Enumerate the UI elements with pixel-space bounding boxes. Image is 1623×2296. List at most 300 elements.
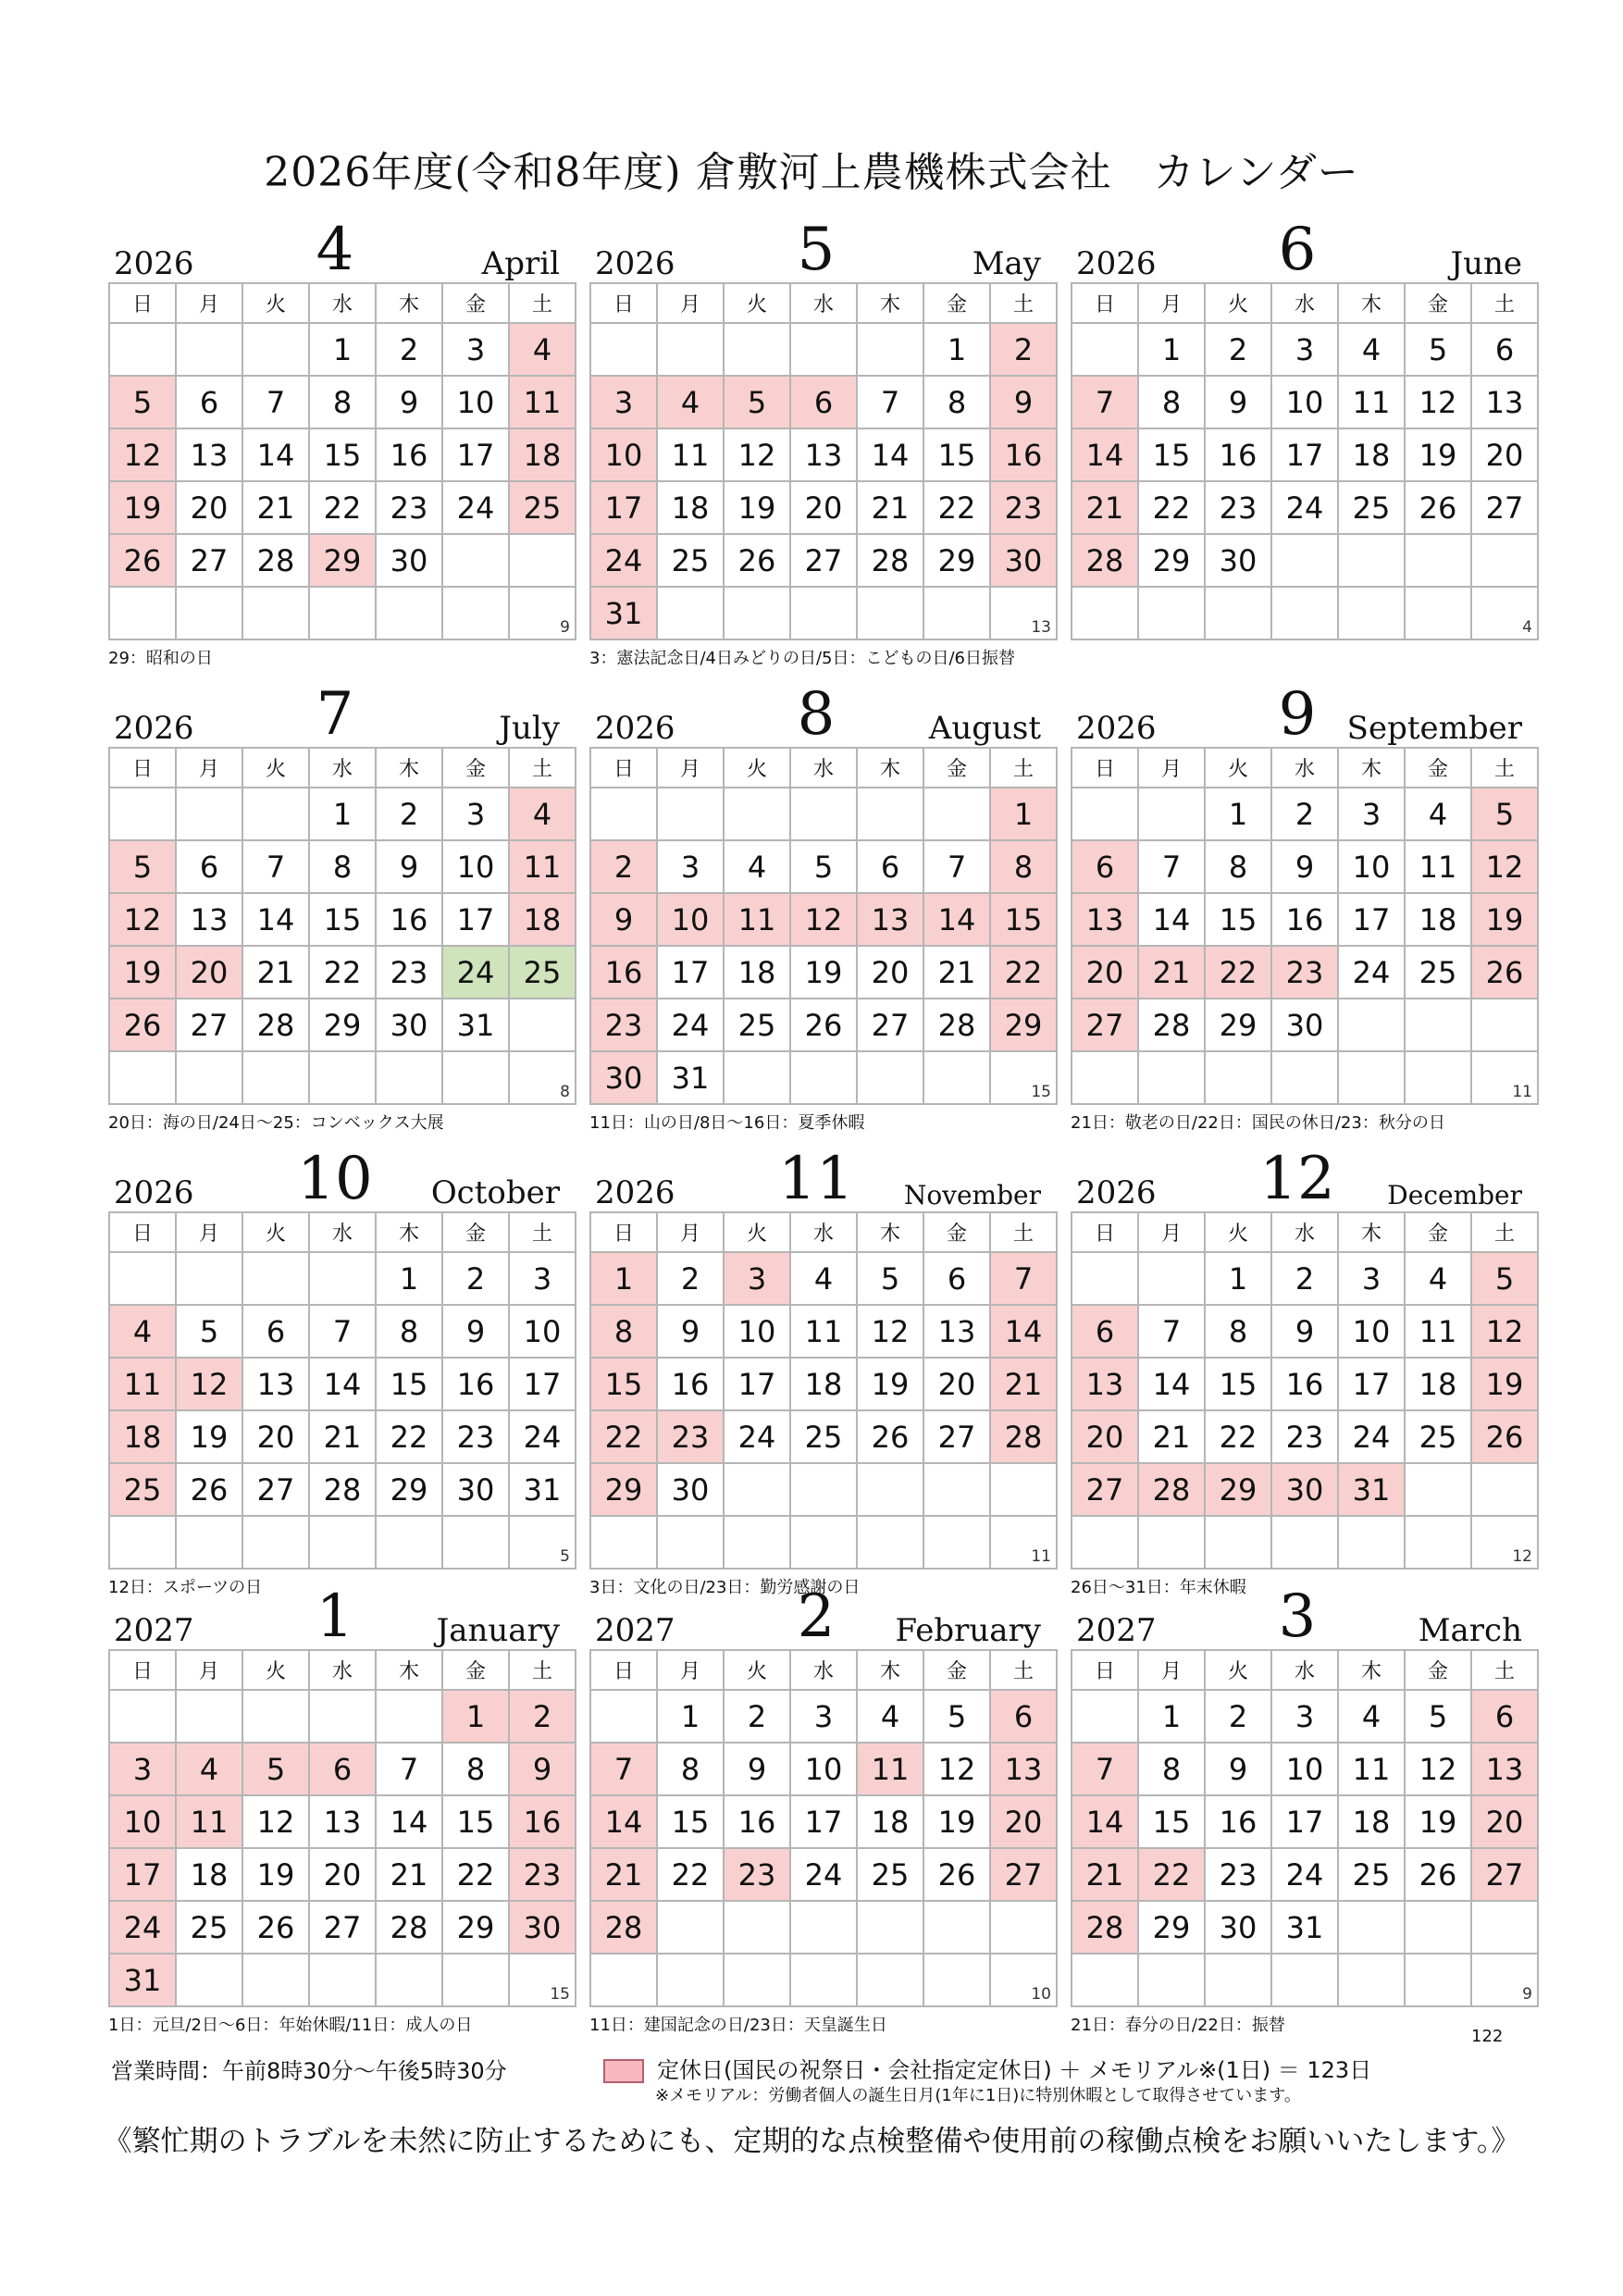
day-cell <box>724 587 790 639</box>
week-row <box>1072 1795 1538 1848</box>
day-cell: 8 <box>657 1743 724 1795</box>
day-cell: 23 <box>1205 1848 1271 1901</box>
month-number: 1 <box>316 1582 354 1651</box>
day-cell: 22 <box>923 481 990 534</box>
day-cell: 21 <box>242 946 309 999</box>
day-cell: 4 <box>1338 1690 1405 1743</box>
day-cell: 29 <box>376 1463 442 1516</box>
day-cell <box>1338 1901 1405 1954</box>
day-cell: 2 <box>1271 1252 1338 1305</box>
day-cell: 30 <box>1271 999 1338 1051</box>
day-cell: 12 <box>1405 376 1471 428</box>
week-row <box>1072 1743 1538 1795</box>
day-cell: 4 <box>109 1305 176 1358</box>
month-year: 2026 <box>114 1174 194 1211</box>
day-cell <box>857 1051 923 1104</box>
day-cell: 16 <box>657 1358 724 1410</box>
day-cell <box>990 1954 1057 2006</box>
week-row <box>109 893 576 946</box>
day-cell: 24 <box>790 1848 857 1901</box>
week-row <box>590 376 1057 428</box>
day-cell <box>1338 999 1405 1051</box>
month-number: 5 <box>797 216 836 284</box>
day-cell: 9 <box>1205 1743 1271 1795</box>
week-row <box>590 840 1057 893</box>
day-cell: 7 <box>376 1743 442 1795</box>
day-cell <box>376 1516 442 1569</box>
day-cell: 12 <box>242 1795 309 1848</box>
weekday-header: 木 <box>1338 748 1405 788</box>
day-cell: 1 <box>1138 323 1205 376</box>
day-cell <box>1405 999 1471 1051</box>
weekday-header: 金 <box>442 748 509 788</box>
day-cell: 3 <box>1338 1252 1405 1305</box>
day-cell: 11 <box>109 1358 176 1410</box>
day-cell: 7 <box>990 1252 1057 1305</box>
day-cell: 6 <box>1471 323 1538 376</box>
legend-swatch <box>603 2059 644 2083</box>
day-cell: 8 <box>1205 1305 1271 1358</box>
day-cell: 30 <box>1205 534 1271 587</box>
weekday-header: 日 <box>590 748 657 788</box>
day-cell <box>1072 1690 1138 1743</box>
day-cell: 7 <box>1138 840 1205 893</box>
weekday-header: 日 <box>1072 1650 1138 1690</box>
day-cell <box>590 1690 657 1743</box>
day-cell: 20 <box>1072 946 1138 999</box>
day-cell: 28 <box>309 1463 376 1516</box>
day-cell <box>176 1690 242 1743</box>
day-cell: 26 <box>1405 481 1471 534</box>
day-cell: 6 <box>176 376 242 428</box>
weekday-header: 土 <box>990 1650 1057 1690</box>
weekday-header: 月 <box>657 1212 724 1252</box>
weekday-header: 土 <box>1471 1650 1538 1690</box>
weekday-header: 金 <box>1405 748 1471 788</box>
weekday-header: 火 <box>1205 1650 1271 1690</box>
month-header <box>1071 680 1524 749</box>
day-cell <box>109 1690 176 1743</box>
weekday-header: 火 <box>242 283 309 323</box>
week-row <box>590 1410 1057 1463</box>
month-header <box>589 1145 1043 1213</box>
day-cell <box>857 788 923 840</box>
holiday-count: 15 <box>550 1985 570 2004</box>
day-cell: 12 <box>176 1358 242 1410</box>
day-cell <box>1271 1954 1338 2006</box>
day-cell: 31 <box>109 1954 176 2006</box>
day-cell: 6 <box>857 840 923 893</box>
month-name-en: September <box>1346 710 1522 747</box>
day-cell: 19 <box>1405 1795 1471 1848</box>
day-cell <box>309 587 376 639</box>
weekday-header: 金 <box>1405 1650 1471 1690</box>
day-cell: 19 <box>109 946 176 999</box>
weekday-header: 土 <box>509 283 576 323</box>
day-cell <box>923 1051 990 1104</box>
day-cell: 3 <box>442 788 509 840</box>
month-table <box>589 1649 1058 2007</box>
day-cell: 18 <box>1338 428 1405 481</box>
day-cell: 2 <box>509 1690 576 1743</box>
day-cell: 7 <box>242 840 309 893</box>
weekday-header: 火 <box>242 1650 309 1690</box>
day-cell <box>657 1516 724 1569</box>
day-cell: 13 <box>176 893 242 946</box>
day-cell <box>176 587 242 639</box>
weekday-header: 土 <box>1471 283 1538 323</box>
day-cell: 23 <box>724 1848 790 1901</box>
day-cell <box>242 587 309 639</box>
day-cell: 8 <box>1138 376 1205 428</box>
day-cell: 12 <box>923 1743 990 1795</box>
day-cell: 22 <box>1138 1848 1205 1901</box>
week-row <box>590 323 1057 376</box>
weekday-header: 火 <box>1205 1212 1271 1252</box>
day-cell: 27 <box>1072 1463 1138 1516</box>
holiday-count: 11 <box>1512 1083 1532 1101</box>
day-cell: 10 <box>1271 376 1338 428</box>
day-cell: 14 <box>309 1358 376 1410</box>
day-cell: 27 <box>1471 481 1538 534</box>
day-cell: 21 <box>1138 946 1205 999</box>
week-row <box>109 323 576 376</box>
day-cell <box>1072 1954 1138 2006</box>
day-cell <box>176 1051 242 1104</box>
day-cell: 26 <box>109 999 176 1051</box>
day-cell: 29 <box>990 999 1057 1051</box>
month-name-en: October <box>430 1174 560 1211</box>
holiday-count: 15 <box>1031 1083 1051 1101</box>
week-row <box>1072 1358 1538 1410</box>
day-cell: 2 <box>657 1252 724 1305</box>
day-cell: 17 <box>1338 1358 1405 1410</box>
weekday-header: 水 <box>309 1212 376 1252</box>
day-cell: 29 <box>1205 1463 1271 1516</box>
day-cell <box>242 1252 309 1305</box>
week-row <box>590 428 1057 481</box>
day-cell: 1 <box>990 788 1057 840</box>
day-cell: 11 <box>724 893 790 946</box>
day-cell: 29 <box>309 534 376 587</box>
week-row <box>1072 788 1538 840</box>
day-cell: 23 <box>1271 946 1338 999</box>
day-cell: 9 <box>990 376 1057 428</box>
day-cell <box>509 1051 576 1104</box>
day-cell: 16 <box>1271 1358 1338 1410</box>
day-cell: 3 <box>657 840 724 893</box>
day-cell <box>509 534 576 587</box>
day-cell: 21 <box>1138 1410 1205 1463</box>
day-cell: 25 <box>1405 946 1471 999</box>
day-cell: 8 <box>590 1305 657 1358</box>
day-cell: 24 <box>1338 1410 1405 1463</box>
day-cell: 12 <box>109 428 176 481</box>
day-cell: 15 <box>1138 428 1205 481</box>
day-cell: 5 <box>1471 788 1538 840</box>
day-cell <box>242 788 309 840</box>
day-cell: 20 <box>1471 1795 1538 1848</box>
day-cell: 8 <box>1205 840 1271 893</box>
day-cell: 5 <box>109 840 176 893</box>
day-cell: 27 <box>242 1463 309 1516</box>
day-cell: 12 <box>109 893 176 946</box>
weekday-header: 日 <box>109 1212 176 1252</box>
day-cell: 17 <box>1271 1795 1338 1848</box>
day-cell <box>1072 1252 1138 1305</box>
day-cell: 15 <box>990 893 1057 946</box>
weekday-header: 木 <box>857 283 923 323</box>
day-cell: 5 <box>242 1743 309 1795</box>
day-cell: 20 <box>790 481 857 534</box>
week-row <box>1072 946 1538 999</box>
day-cell: 10 <box>1271 1743 1338 1795</box>
holiday-count: 5 <box>560 1547 570 1566</box>
day-cell: 30 <box>1205 1901 1271 1954</box>
day-cell: 22 <box>309 946 376 999</box>
week-row <box>1072 534 1538 587</box>
day-cell <box>376 587 442 639</box>
day-cell: 26 <box>923 1848 990 1901</box>
day-cell <box>1072 587 1138 639</box>
month-name-en: December <box>1387 1180 1522 1210</box>
weekday-header: 月 <box>657 748 724 788</box>
day-cell: 8 <box>376 1305 442 1358</box>
day-cell: 14 <box>990 1305 1057 1358</box>
weekday-header: 月 <box>176 1650 242 1690</box>
day-cell: 20 <box>309 1848 376 1901</box>
day-cell: 2 <box>376 323 442 376</box>
day-cell: 5 <box>1405 1690 1471 1743</box>
day-cell <box>923 1901 990 1954</box>
day-cell: 13 <box>923 1305 990 1358</box>
weekday-header: 火 <box>724 283 790 323</box>
day-cell: 7 <box>309 1305 376 1358</box>
day-cell: 13 <box>309 1795 376 1848</box>
month-year: 2027 <box>595 1612 675 1649</box>
day-cell: 3 <box>1271 323 1338 376</box>
month-name-en: May <box>972 245 1041 282</box>
day-cell: 15 <box>309 893 376 946</box>
weekday-header: 木 <box>376 748 442 788</box>
week-row <box>590 1743 1057 1795</box>
day-cell: 12 <box>724 428 790 481</box>
day-cell: 16 <box>376 893 442 946</box>
month-table <box>108 1211 576 1570</box>
day-cell <box>109 323 176 376</box>
day-cell <box>1471 1516 1538 1569</box>
holiday-note: 21日：敬老の日/22日：国民の休日/23：秋分の日 <box>1071 1113 1445 1133</box>
week-row <box>1072 893 1538 946</box>
day-cell: 15 <box>1205 893 1271 946</box>
day-cell <box>1471 1954 1538 2006</box>
day-cell: 3 <box>1271 1690 1338 1743</box>
day-cell <box>1338 1516 1405 1569</box>
day-cell: 25 <box>176 1901 242 1954</box>
day-cell <box>242 323 309 376</box>
day-cell <box>1072 1516 1138 1569</box>
month-header <box>589 680 1043 749</box>
month-name-en: November <box>903 1180 1041 1210</box>
day-cell: 22 <box>376 1410 442 1463</box>
day-cell <box>309 1252 376 1305</box>
total-count: 122 <box>1471 2027 1504 2046</box>
day-cell: 4 <box>857 1690 923 1743</box>
day-cell: 14 <box>923 893 990 946</box>
day-cell: 10 <box>442 840 509 893</box>
day-cell: 23 <box>657 1410 724 1463</box>
day-cell: 19 <box>1405 428 1471 481</box>
day-cell: 5 <box>109 376 176 428</box>
day-cell: 22 <box>1138 481 1205 534</box>
day-cell: 24 <box>442 481 509 534</box>
week-row <box>109 1901 576 1954</box>
day-cell: 13 <box>176 428 242 481</box>
week-row <box>590 788 1057 840</box>
weekday-header: 水 <box>1271 748 1338 788</box>
day-cell: 18 <box>857 1795 923 1848</box>
week-row <box>109 1252 576 1305</box>
month-table <box>1071 1211 1539 1570</box>
month-name-en: June <box>1450 245 1522 282</box>
holiday-note: 1日：元旦/2日～6日：年始休暇/11日：成人の日 <box>108 2016 473 2035</box>
day-cell <box>990 1463 1057 1516</box>
day-cell <box>1138 587 1205 639</box>
week-row <box>590 1954 1057 2006</box>
weekday-header: 土 <box>1471 1212 1538 1252</box>
day-cell: 2 <box>724 1690 790 1743</box>
day-cell: 10 <box>790 1743 857 1795</box>
day-cell <box>657 323 724 376</box>
day-cell: 24 <box>1271 481 1338 534</box>
day-cell <box>242 1954 309 2006</box>
holiday-note: 12日：スポーツの日 <box>108 1578 263 1597</box>
day-cell: 27 <box>176 999 242 1051</box>
day-cell <box>109 788 176 840</box>
day-cell: 13 <box>857 893 923 946</box>
week-row <box>590 946 1057 999</box>
weekday-header: 日 <box>109 283 176 323</box>
day-cell: 18 <box>1405 893 1471 946</box>
day-cell: 6 <box>1471 1690 1538 1743</box>
day-cell <box>1072 1051 1138 1104</box>
month-number: 7 <box>316 680 354 749</box>
day-cell: 4 <box>724 840 790 893</box>
day-cell <box>509 587 576 639</box>
weekday-header: 火 <box>724 1650 790 1690</box>
day-cell: 11 <box>1405 1305 1471 1358</box>
day-cell <box>657 1901 724 1954</box>
day-cell: 28 <box>590 1901 657 1954</box>
holiday-count: 9 <box>1522 1985 1532 2004</box>
month-table <box>589 282 1058 640</box>
day-cell: 16 <box>376 428 442 481</box>
day-cell: 6 <box>309 1743 376 1795</box>
day-cell <box>1405 1901 1471 1954</box>
day-cell: 1 <box>376 1252 442 1305</box>
day-cell: 12 <box>1471 1305 1538 1358</box>
day-cell: 13 <box>242 1358 309 1410</box>
weekday-header: 金 <box>442 1650 509 1690</box>
day-cell: 21 <box>376 1848 442 1901</box>
day-cell: 11 <box>1338 1743 1405 1795</box>
day-cell <box>790 323 857 376</box>
day-cell: 7 <box>242 376 309 428</box>
day-cell: 21 <box>857 481 923 534</box>
day-cell: 18 <box>176 1848 242 1901</box>
month-year: 2027 <box>114 1612 194 1649</box>
week-row <box>109 587 576 639</box>
day-cell <box>790 1516 857 1569</box>
holiday-count: 8 <box>560 1083 570 1101</box>
day-cell: 4 <box>790 1252 857 1305</box>
week-row <box>590 534 1057 587</box>
weekday-header: 土 <box>990 748 1057 788</box>
day-cell: 8 <box>990 840 1057 893</box>
day-cell <box>923 788 990 840</box>
weekday-header: 水 <box>790 1650 857 1690</box>
day-cell <box>724 1954 790 2006</box>
month-number: 6 <box>1278 216 1317 284</box>
day-cell: 17 <box>109 1848 176 1901</box>
weekday-header: 水 <box>1271 1212 1338 1252</box>
week-row <box>590 1690 1057 1743</box>
day-cell: 30 <box>376 999 442 1051</box>
weekday-header: 金 <box>923 748 990 788</box>
day-cell <box>990 587 1057 639</box>
weekday-header: 木 <box>376 1650 442 1690</box>
day-cell: 25 <box>657 534 724 587</box>
day-cell: 9 <box>376 840 442 893</box>
day-cell: 20 <box>176 481 242 534</box>
day-cell: 17 <box>442 428 509 481</box>
day-cell <box>509 999 576 1051</box>
month-name-en: April <box>481 245 560 282</box>
day-cell: 3 <box>442 323 509 376</box>
month-7 <box>108 1145 570 1598</box>
day-cell: 21 <box>242 481 309 534</box>
day-cell: 27 <box>923 1410 990 1463</box>
day-cell: 18 <box>1338 1795 1405 1848</box>
day-cell: 14 <box>1138 1358 1205 1410</box>
day-cell: 23 <box>376 481 442 534</box>
day-cell: 13 <box>1471 1743 1538 1795</box>
day-cell: 13 <box>1471 376 1538 428</box>
day-cell <box>242 1690 309 1743</box>
weekday-header: 火 <box>724 1212 790 1252</box>
day-cell: 21 <box>309 1410 376 1463</box>
weekday-header: 木 <box>376 1212 442 1252</box>
day-cell: 26 <box>790 999 857 1051</box>
day-cell: 22 <box>1205 946 1271 999</box>
day-cell: 17 <box>657 946 724 999</box>
day-cell: 18 <box>109 1410 176 1463</box>
day-cell: 21 <box>1072 481 1138 534</box>
holiday-count: 9 <box>560 618 570 637</box>
weekday-header: 日 <box>1072 1212 1138 1252</box>
month-header <box>108 216 562 284</box>
month-name-en: February <box>895 1612 1041 1649</box>
day-cell: 1 <box>309 323 376 376</box>
day-cell: 24 <box>657 999 724 1051</box>
day-cell <box>790 587 857 639</box>
day-cell <box>1405 587 1471 639</box>
day-cell: 11 <box>1338 376 1405 428</box>
day-cell: 25 <box>1405 1410 1471 1463</box>
week-row <box>1072 587 1538 639</box>
day-cell: 2 <box>1271 788 1338 840</box>
holiday-note: 26日～31日：年末休暇 <box>1071 1578 1246 1597</box>
